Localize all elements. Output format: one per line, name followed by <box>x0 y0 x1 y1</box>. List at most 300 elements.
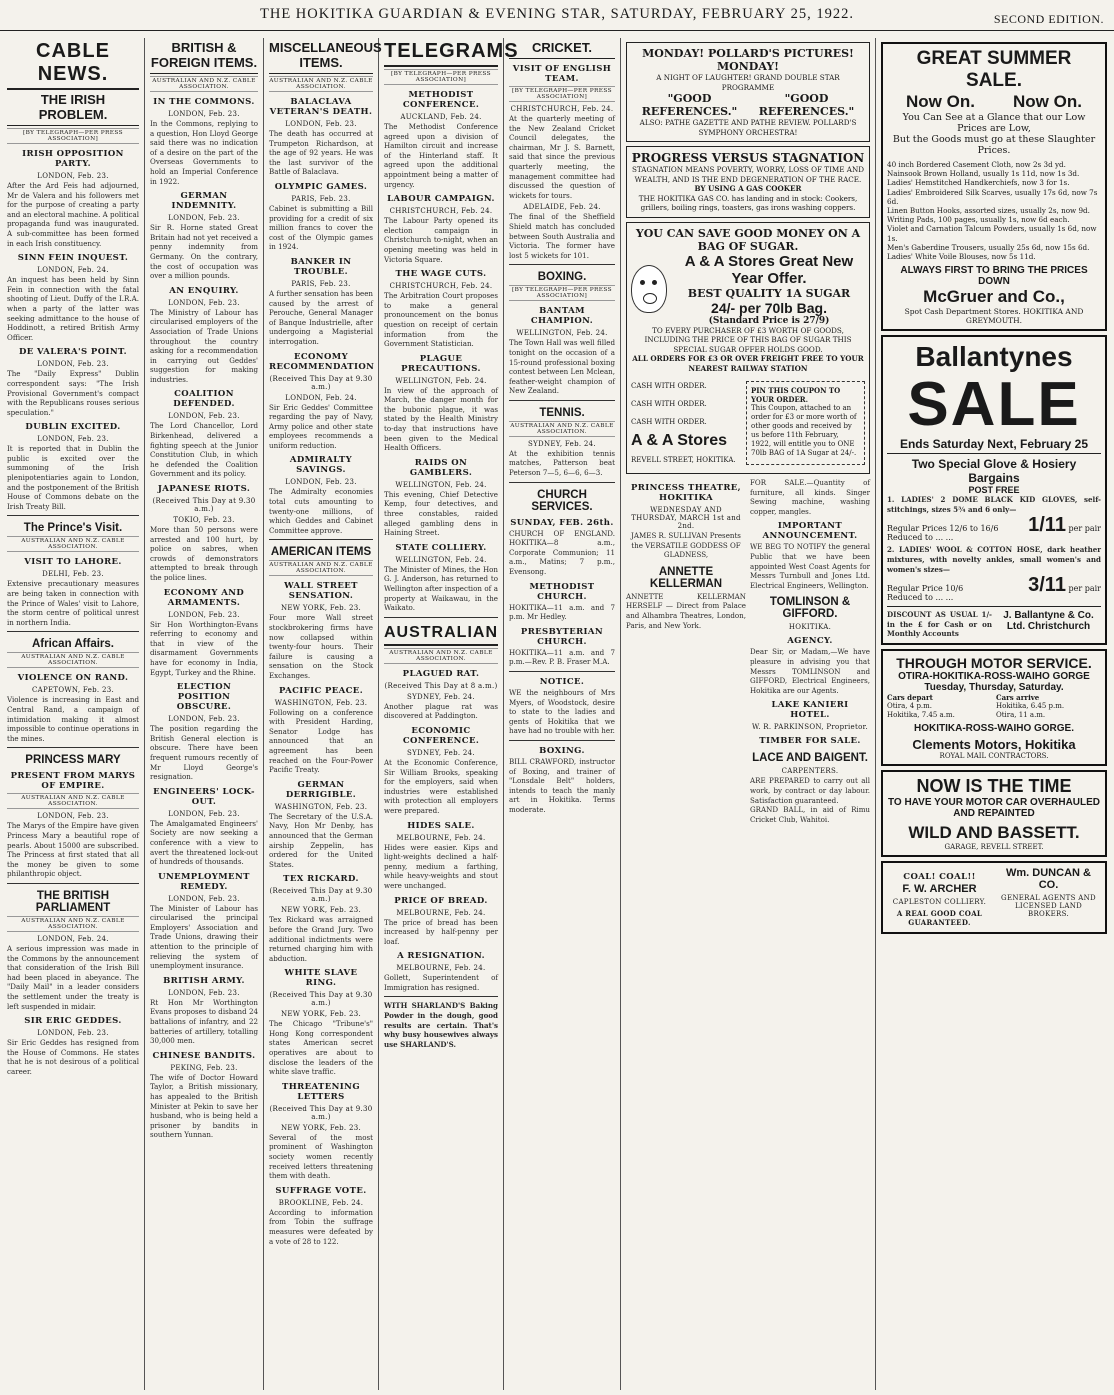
story-heading: SUNDAY, FEB. 26th. <box>510 517 614 528</box>
story-heading: BANKER IN TROUBLE. <box>290 256 352 277</box>
story-text: The "Daily Express" Dublin correspondent says: "The Irish Provisional Government's compact with the Republicans rouses serious speculation." <box>7 369 139 417</box>
wire-credit: AUSTRALIAN AND N.Z. CABLE ASSOCIATION. <box>269 78 373 90</box>
dateline: LONDON, Feb. 23. <box>168 809 240 818</box>
story-text: The Secretary of the U.S.A. Navy, Hon Mr Denby, has announced that the German airship Zeppelin, has ordered for the United States. <box>269 811 373 869</box>
timetable <box>887 693 1101 720</box>
received-note: (Received This Day at 9.30 a.m.) <box>269 887 373 904</box>
wire-credit: AUSTRALIAN AND N.Z. CABLE ASSOCIATION. <box>7 793 139 809</box>
wire-credit: AUSTRALIAN AND N.Z. CABLE ASSOCIATION. <box>7 652 139 668</box>
story-text: Cabinet is submitting a Bill providing for a credit of six million francs to cover the cost of the Olympic games in 1924. <box>269 203 373 252</box>
wire-credit: AUSTRALIAN AND N.Z. CABLE ASSOCIATION. <box>269 562 373 575</box>
service-days: Tuesday, Thursday, Saturday. <box>924 681 1064 693</box>
section-heading: CRICKET. <box>509 38 615 59</box>
ad-heading: LACE AND BAIGENT. <box>752 752 868 765</box>
ad-text: Ends Saturday Next, February 25 <box>887 437 1101 454</box>
story-heading: IN THE COMMONS. <box>153 97 255 107</box>
ad-text: You Can See at a Glance that our Low Prices are Low, <box>902 112 1086 134</box>
dateline: LONDON, Feb. 23. <box>37 435 109 444</box>
story-heading: PLAGUED RAT. <box>402 668 480 679</box>
route-name: HOKITIKA-ROSS-WAIHO GORGE. <box>914 722 1074 734</box>
story-text: The Methodist Conference agreed upon a division of Hamilton circuit and increase of the Hinterland staff. It agreed upon the additional appointment being a matter of urgency. <box>384 122 498 189</box>
dateline: WELLINGTON, Feb. 24. <box>395 480 487 489</box>
masthead <box>0 6 1114 31</box>
ad-footer <box>887 606 1101 639</box>
sub-heading: AMERICAN ITEMS <box>270 546 372 559</box>
dateline: WELLINGTON, Feb. 24. <box>395 555 487 564</box>
sub-heading: CHURCH SERVICES. <box>531 488 593 513</box>
notice-heading: NOTICE. <box>539 677 585 687</box>
dateline: WASHINGTON, Feb. 23. <box>274 802 368 811</box>
ad-heading: GREAT SUMMER SALE. <box>916 48 1072 91</box>
ad-heading: TIMBER FOR SALE. <box>759 736 861 747</box>
for-sale-text: FOR SALE.—Quantity of furniture, all kinds. Singer Sewing machine, washing copper, mangles. <box>750 478 870 516</box>
depart-row: Hokitika, 7.45 a.m. <box>887 710 955 719</box>
ad-row <box>631 377 865 469</box>
divider <box>7 515 139 516</box>
story-text: At the quarterly meeting of the New Zealand Cricket Council delegates, the chairman, Mr J. S. Barnett, said that since the previous quarterly meeting, the management committee had discussed the question of wickets for tours. <box>509 114 615 200</box>
story-heading: SUFFRAGE VOTE. <box>275 1185 367 1196</box>
story-text: The Chicago "Tribune's" Hong Kong correspondent states American secret operatives are about to disclose the leaders of the white slave traffic. <box>269 1019 373 1077</box>
a-and-a-stores-ad <box>626 222 870 475</box>
story-text: The wife of Doctor Howard Taylor, a British missionary, has appealed to the British Minister at Pekin to save her husband, who is being held a prisoner by bandits in southern Yunnan. <box>150 1072 258 1140</box>
dateline: PEKING, Feb. 23. <box>170 1063 238 1072</box>
ad-text: A NIGHT OF LAUGHTER! GRAND DOUBLE STAR PROGRAMME <box>656 73 840 92</box>
ad-text: TO HAVE YOUR MOTOR CAR OVERHAULED AND REPAINTED <box>887 796 1101 819</box>
story-text: Another plague rat was discovered at Paddington. <box>384 701 498 721</box>
story-heading: WHITE SLAVE RING. <box>284 968 358 989</box>
sub-heading: BOXING. <box>537 271 587 284</box>
story-text: A further sensation has been caused by the arrest of Perouche, General Manager of Banque Industrielle, after undergoing a Magisterial interrogation. <box>269 288 373 346</box>
ballantynes-sale-ad <box>881 335 1107 645</box>
company-name: WILD AND BASSETT. <box>908 822 1080 842</box>
sub-heading: African Affairs. <box>31 638 114 651</box>
ad-text: THE HOKITIKA GAS CO. has landing and in stock: Cookers, grillers, boiling rings, toasters, gas irons washing coppers. <box>638 193 858 212</box>
depart-column <box>887 693 992 720</box>
edition-label: SECOND EDITION. <box>993 12 1104 26</box>
column-cable-news <box>2 38 145 1390</box>
dateline: ADELAIDE, Feb. 24. <box>523 203 601 212</box>
company-name: Clements Motors, Hokitika <box>912 736 1076 752</box>
store-address: Spot Cash Department Stores. HOKITIKA AND GREYMOUTH. <box>904 307 1084 326</box>
column-british-foreign <box>145 38 264 1390</box>
story-heading: GERMAN DERRIGIBLE. <box>285 779 357 800</box>
coal-ads <box>881 861 1107 934</box>
arrive-row: Hokitika, 6.45 p.m. <box>996 701 1065 710</box>
story-text: The Labour Party opened its election campaign in Christchurch to-night, when an opening meeting was held in Victoria Square. <box>384 216 498 264</box>
sub-heading: The Prince's Visit. <box>23 522 123 535</box>
story-text: The Arbitration Court proposes to make a general pronouncement on the bonus question on receipt of certain information from the Government Statistician. <box>384 291 498 349</box>
ad-text: GENERAL AGENTS AND LICENSED LAND BROKERS. <box>1001 893 1096 918</box>
dateline: LONDON, Feb. 23. <box>168 715 240 724</box>
dateline: TOKIO, Feb. 23. <box>173 516 235 525</box>
ad-text: CASH WITH ORDER. <box>631 382 707 390</box>
ad-feature: "GOOD REFERENCES." <box>758 92 855 118</box>
story-text: The Town Hall was well filled tonight on the occasion of a 15-round professional boxing contest between Len Mclean, feather-weight champion of New Zealand. <box>509 338 615 396</box>
dateline: SYDNEY, Feb. 24. <box>407 692 475 701</box>
ad-heading: COAL! COAL!! <box>903 871 976 882</box>
ad-row <box>631 92 865 118</box>
story-heading: STATE COLLIERY. <box>395 542 487 553</box>
story-heading: ELECTION POSITION OBSCURE. <box>176 682 232 713</box>
dateline: LONDON, Feb. 24. <box>37 266 109 275</box>
ad-text: POST FREE <box>968 485 1020 496</box>
arrive-column <box>996 693 1101 720</box>
story-heading: BALACLAVA VETERAN'S DEATH. <box>269 97 373 117</box>
story-text: Following on a conference with President Harding, Senator Lodge has announced that an agreement has been reached on the Four-Power Pacific Treaty. <box>269 707 373 775</box>
story-heading: LABOUR CAMPAIGN. <box>387 194 495 205</box>
sub-heading: TENNIS. <box>539 406 585 419</box>
reduced-label: Reduced to ... ... <box>887 533 954 543</box>
dateline: LONDON, Feb. 23. <box>168 110 240 118</box>
story-text: Several of the most prominent of Washington society women recently received letters threatening them with death. <box>269 1132 373 1181</box>
story-text: It is reported that in Dublin the public is excited over the summoning of the Irish plenipotentiaries again to London, and the postponement of the British House of Commons debate on the Irish Treaty Bill. <box>7 444 139 511</box>
divider <box>384 617 498 618</box>
dateline: PARIS, Feb. 23. <box>291 279 351 288</box>
ad-heading: THROUGH MOTOR SERVICE. <box>896 654 1092 671</box>
wire-credit: AUSTRALIAN AND N.Z. CABLE ASSOCIATION. <box>7 916 139 932</box>
story-text: In view of the approach of March, the danger month for the bubonic plague, it was stated by the Health Ministry to-day that instructions have been given to the Medical Health Officers. <box>384 385 498 453</box>
story-text: Sir R. Horne stated Great Britain had not yet received a penny indemnity from Germany. On the contrary, the cost of occupation was over a million pounds. <box>150 223 258 281</box>
dateline: CAPETOWN, Feb. 23. <box>31 686 115 695</box>
notice-text: BILL CRAWFORD, instructor of Boxing, and trainer of "Lonsdale Belt" holders, intends to teach the manly art in Hokitika. Terms moderate. <box>509 756 615 814</box>
ad-heading: LAKE KANIERI HOTEL. <box>771 700 849 721</box>
bargain-price-row <box>887 574 1101 602</box>
star-name: ANNETTE KELLERMAN <box>649 565 723 590</box>
regular-price: Regular Prices 12/6 to 16/6 <box>887 524 999 534</box>
store-address: REVELL STREET, HOKITIKA. <box>631 456 736 464</box>
story-text: Rt Hon Mr Worthington Evans proposes to disband 24 battalions of infantry, and 22 batteries of artillery, totalling 30,000 men. <box>150 997 258 1046</box>
received-note: (Received This Day at 8 a.m.) <box>384 681 498 690</box>
price-unit: per pair <box>1068 524 1101 534</box>
story-text: The Lord Chancellor, Lord Birkenhead, delivered a fighting speech at the Junior Constitution Club, in which he defended the Coalition Government and its policy. <box>150 421 258 479</box>
received-note: (Received This Day at 9.30 a.m.) <box>269 374 373 391</box>
depart-row: Otira, 4 p.m. <box>887 701 933 710</box>
story-heading: ECONOMIC CONFERENCE. <box>402 725 480 746</box>
dateline: NEW YORK, Feb. 23. <box>280 906 362 915</box>
ads-row <box>626 478 870 824</box>
story-heading: SINN FEIN INQUEST. <box>17 253 129 264</box>
sale-item: Ladies' Embroidered Silk Scarves, usually 17s 6d, now 7s 6d. <box>887 187 1098 206</box>
coupon-text: This Coupon, attached to an order for £3 or more worth of other goods and received by us before 11th February, 1922, will entitle you to ONE 70lb BAG of 1A Sugar at 24/-. <box>751 404 857 457</box>
story-heading: PACIFIC PEACE. <box>278 685 364 696</box>
ad-text: ALSO: PATHE GAZETTE AND PATHE REVIEW. POLLARD'S SYMPHONY ORCHESTRA! <box>639 118 857 137</box>
story-heading: VIOLENCE ON RAND. <box>17 673 129 684</box>
ad-heading: PRINCESS THEATRE, HOKITIKA <box>630 483 742 503</box>
section-heading: CABLE NEWS. <box>7 38 139 90</box>
section-heading: TELEGRAMS <box>384 38 498 67</box>
sub-heading: THE BRITISH PARLIAMENT <box>35 889 111 914</box>
story-heading: CHINESE BANDITS. <box>152 1050 256 1061</box>
sale-item: Violet and Carnation Talcum Powders, usually 1s 6d, now 1s. <box>887 224 1097 243</box>
story-heading: COALITION DEFENDED. <box>173 389 235 410</box>
story-heading: THREATENING LETTERS <box>281 1081 360 1102</box>
sub-heading: PRINCESS MARY <box>25 754 121 767</box>
story-heading: SIR ERIC GEDDES. <box>24 1016 122 1027</box>
story-heading: RAIDS ON GAMBLERS. <box>409 457 473 478</box>
coupon-heading: PIN THIS COUPON TO YOUR ORDER. <box>751 386 841 404</box>
mcgruer-summer-sale-ad <box>881 42 1107 331</box>
story-heading: HIDES SALE. <box>407 820 475 831</box>
story-heading: BRITISH ARMY. <box>163 975 245 986</box>
pollards-pictures-ad <box>626 42 870 142</box>
route-name: OTIRA-HOKITIKA-ROSS-WAIHO GORGE <box>898 670 1090 682</box>
story-text: The Minister of Mines, the Hon G. J. Anderson, has returned to Wellington after inspection of a property at Waikawau, in the Waikato. <box>384 564 498 613</box>
notices <box>750 478 870 824</box>
story-heading: METHODIST CONFERENCE. <box>402 90 480 110</box>
story-text: Violence is increasing in East and Central Rand, a campaign of intimidation making it almost impossible to continue operations in the mines. <box>7 695 139 743</box>
wire-credit: AUSTRALIAN AND N.Z. CABLE ASSOCIATION. <box>150 76 258 92</box>
wire-credit: [BY TELEGRAPH—PER PRESS ASSOCIATION] <box>384 69 498 85</box>
divider <box>7 747 139 748</box>
story-text: HOKITIKA—11 a.m. and 7 p.m.—Rev. P. B. Fraser M.A. <box>509 647 615 667</box>
ad-text: Dear Sir, or Madam,—We have pleasure in advising you that Messrs TOMLINSON and GIFFORD, Electrical Engineers, Hokitika are our Agents. <box>750 647 870 695</box>
dateline: LONDON, Feb. 23. <box>285 478 357 487</box>
masthead-title: THE HOKITIKA GUARDIAN & EVENING STAR, SATURDAY, FEBRUARY 25, 1922. <box>260 6 854 22</box>
divider <box>509 671 615 672</box>
sale-item: Ladies' White Voile Blouses, now 5s 11d. <box>887 252 1036 262</box>
divider <box>269 539 373 540</box>
ad-feature: "GOOD REFERENCES." <box>641 92 738 118</box>
story-text: After the Ard Feis had adjourned, Mr de Valera and his followers met for the purpose of creating a party and an electoral machine. A political propaganda fund was inaugurated. A sub-committee has been formed in each Irish constituency. <box>7 181 139 248</box>
sale-price <box>1028 514 1101 537</box>
story-text: This evening, Chief Detective Kemp, four detectives, and three constables, raided alleged gambling dens in Haining Street. <box>384 489 498 538</box>
motor-service-ad <box>881 649 1107 766</box>
coal-ad <box>887 867 992 928</box>
company-name: Wm. DUNCAN & CO. <box>1006 866 1091 891</box>
story-heading: TEX RICKARD. <box>283 874 359 885</box>
story-text: An inquest has been held by Sinn Fein in connection with the fatal shooting of Lieut. Duffy of the I.R.A. when a party of the latter was seeking admittance to the house of Hoddinott, a retired British Army Officer. <box>7 275 139 342</box>
theatre-ad <box>626 478 746 824</box>
sale-item: Ladies' Hemstitched Handkerchiefs, now 3 for 1s. <box>887 178 1070 188</box>
ad-heading: MONDAY! POLLARD'S PICTURES! MONDAY! <box>642 47 854 73</box>
company-name: F. W. ARCHER <box>902 882 977 895</box>
ad-text: ALL ORDERS FOR £3 OR OVER FREIGHT FREE TO YOUR NEAREST RAILWAY STATION <box>632 354 864 373</box>
received-note: (Received This Day at 9.30 a.m.) <box>152 497 256 514</box>
divider <box>384 996 498 997</box>
divider <box>7 883 139 884</box>
discount-note: DISCOUNT AS USUAL 1/- in the £ for Cash or on Monthly Accounts <box>887 610 992 639</box>
dateline: AUCKLAND, Feb. 24. <box>400 113 482 121</box>
dateline: LONDON, Feb. 23. <box>37 172 109 180</box>
dateline: BROOKLINE, Feb. 24. <box>278 1198 364 1207</box>
dateline: SYDNEY, Feb. 24. <box>528 439 596 448</box>
ad-callout: Now On. <box>1013 92 1082 111</box>
ad-text: WE BEG TO NOTIFY the general Public that we have been appointed West Coast Agents for Messrs Turnbull and Jones Ltd. Electrical Engineers, Wellington. <box>750 542 870 590</box>
dateline: WASHINGTON, Feb. 23. <box>274 698 368 707</box>
ad-price: 24/- per 70lb Bag. <box>711 299 827 316</box>
dateline: MELBOURNE, Feb. 24. <box>396 908 486 917</box>
section-heading: BRITISH & FOREIGN ITEMS. <box>150 38 258 74</box>
story-heading: VISIT TO LAHORE. <box>24 557 122 568</box>
ad-text: CARPENTERS. <box>781 767 839 776</box>
story-heading: BANTAM CHAMPION. <box>530 306 594 327</box>
price-labels <box>887 524 998 542</box>
story-text: Hides were easier. Kips and light-weights declined a half-penny, medium a farthing, while heavy-weights and stout were unchanged. <box>384 842 498 890</box>
dateline: CHRISTCHURCH, Feb. 24. <box>510 105 614 113</box>
dateline: LONDON, Feb. 24. <box>285 393 357 402</box>
dateline: LONDON, Feb. 23. <box>285 120 357 128</box>
sale-item: Writing Pads, 100 pages, usually 1s, now 6d each. <box>887 215 1070 225</box>
ad-text: A REAL GOOD COAL GUARANTEED. <box>896 908 983 927</box>
dateline: SYDNEY, Feb. 24. <box>407 748 475 757</box>
regular-price: Regular Price 10/6 <box>887 584 964 594</box>
story-heading: AN ENQUIRY. <box>169 285 239 296</box>
wire-credit: [BY TELEGRAPH—PER PRESS ASSOCIATION] <box>7 128 139 144</box>
column-header: Cars depart <box>887 692 933 702</box>
story-heading: THE WAGE CUTS. <box>395 269 487 280</box>
dateline: MELBOURNE, Feb. 24. <box>396 833 486 842</box>
sale-item: Nainsook Brown Holland, usually 1s 11d, now 1s 3d. <box>887 169 1080 179</box>
sale-banner: SALE <box>907 370 1081 440</box>
dateline: CHRISTCHURCH, Feb. 24. <box>389 207 493 216</box>
ad-text: CASH WITH ORDER. <box>631 400 707 408</box>
ad-heading: Two Special Glove & Hosiery Bargains <box>911 457 1077 486</box>
story-text: Four more Wall street stockbrokering firms have now collapsed within twenty-four hours. Their failure is causing a sensation on the Stock Exchanges. <box>269 613 373 680</box>
ad-text: TO EVERY PURCHASER OF £3 WORTH OF GOODS, INCLUDING THE PRICE OF THIS BAG OF SUGAR THIS SPECIAL SUGAR OFFER HOLDS GOOD. <box>644 325 852 354</box>
ad-text: (Standard Price is 27/9) <box>708 315 830 326</box>
ad-heading: AGENCY. <box>787 636 833 647</box>
ad-text: HOKITIKA. <box>788 623 832 632</box>
ad-row <box>887 92 1101 112</box>
wire-credit: AUSTRALIAN AND N.Z. CABLE ASSOCIATION. <box>7 536 139 552</box>
story-heading: PRICE OF BREAD. <box>394 895 488 906</box>
story-text: A serious impression was made in the Commons by the announcement that consideration of the Irish Bill had been placed in abeyance. The "Daily Mail" in a leader considers the settlement under the treaty is left suspended in midair. <box>7 943 139 1011</box>
column-sport <box>504 38 621 1390</box>
ad-text: CASH WITH ORDER. <box>631 418 707 426</box>
ad-heading: IMPORTANT ANNOUNCEMENT. <box>762 521 858 542</box>
ad-offer <box>673 253 865 326</box>
ad-text: CAPLESTON COLLIERY. <box>892 897 987 906</box>
reduced-label: Reduced to ... ... <box>887 593 954 603</box>
ad-callout: Now On. <box>906 92 975 111</box>
divider <box>509 482 615 483</box>
sale-item: Linen Button Hooks, assorted sizes, usually 2s, now 9d. <box>887 206 1090 216</box>
story-heading: PLAGUE PRECAUTIONS. <box>401 353 481 374</box>
story-heading: IRISH OPPOSITION PARTY. <box>22 149 124 169</box>
arrive-row: Otira, 11 a.m. <box>996 710 1046 719</box>
dateline: LONDON, Feb. 23. <box>37 360 109 369</box>
dateline: LONDON, Feb. 23. <box>168 988 240 997</box>
store-name: Ballantynes <box>915 341 1073 373</box>
dateline: CHRISTCHURCH, Feb. 24. <box>389 282 493 291</box>
store-name: A & A Stores <box>631 432 728 449</box>
story-heading: A RESIGNATION. <box>397 951 485 962</box>
dateline: NEW YORK, Feb. 23. <box>280 1010 362 1019</box>
dateline: WELLINGTON, Feb. 24. <box>516 329 608 338</box>
story-heading: ECONOMY AND ARMAMENTS. <box>163 587 245 608</box>
ad-row <box>631 253 865 326</box>
dateline: LONDON, Feb. 23. <box>168 412 240 421</box>
dateline: LONDON, Feb. 23. <box>168 298 240 307</box>
story-heading: OLYMPIC GAMES. <box>274 181 368 192</box>
dateline: LONDON, Feb. 23. <box>168 214 240 223</box>
story-text: CHURCH OF ENGLAND. HOKITIKA—8 a.m., Corporate Communion; 11 a.m., Matins; 7 p.m., Evensong. <box>509 528 615 577</box>
story-heading: JAPANESE RIOTS. <box>157 484 251 495</box>
order-coupon[interactable] <box>746 381 865 465</box>
price-unit: per pair <box>1068 584 1101 594</box>
divider <box>7 631 139 632</box>
wire-credit: AUSTRALIAN AND N.Z. CABLE ASSOCIATION. <box>510 422 614 435</box>
story-text: Sir Eric Geddes has resigned from the House of Commons. He states that he is not desirous of a political career. <box>7 1038 139 1076</box>
section-heading: MISCELLANEOUS ITEMS. <box>269 38 373 74</box>
story-text: Sir Eric Geddes' Committee regarding the pay of Navy, Army police and other state employees recommends a uniform reduction. <box>269 402 373 450</box>
story-text: Tex Rickard was arraigned before the Grand Jury. Two additional indictments were returned charging him with abduction. <box>269 915 373 963</box>
divider <box>509 400 615 401</box>
price-value: 3/11 <box>1028 574 1066 597</box>
ad-text: ROYAL MAIL CONTRACTORS. <box>939 751 1049 760</box>
story-text: The Admiralty economies total cuts amounting to twenty-one millions, of which Geddes and Cabinet Committee approve. <box>269 487 373 535</box>
story-text: Extensive precautionary measures are being taken in connection with the Prince of Wales' visit to Lahore, the storm centre of political unrest in northern India. <box>7 579 139 627</box>
cash-lines <box>631 377 740 469</box>
story-text: The position regarding the British General election is obscure. There have been frequent rumours recently of Mr Lloyd George's resignation. <box>150 724 258 782</box>
story-text: The Marys of the Empire have given Princess Mary a beautiful rope of pearls. About 15000 are subscribed. The Princess at first stated that all the money be given to some philanthropic object. <box>7 821 139 879</box>
story-text: The Minister of Labour has circularised the principal Employers' Association and Trade Unions, drawing their attention to the principle of relieving the system of unemployment insurance. <box>150 903 258 971</box>
story-text: The price of bread has been increased by half-penny per loaf. <box>384 917 498 946</box>
story-heading: METHODIST CHURCH. <box>529 581 595 602</box>
laughing-face-icon <box>631 265 667 313</box>
ad-text: ALWAYS FIRST TO BRING THE PRICES DOWN <box>900 265 1088 288</box>
story-text: According to information from Tobin the suffrage measures were defeated by a vote of 28 to 122. <box>269 1207 373 1246</box>
ad-text: But the Goods must go at these Slaughter Prices. <box>892 134 1096 156</box>
ad-heading: TOMLINSON & GIFFORD. <box>769 596 851 621</box>
story-heading: WALL STREET SENSATION. <box>284 581 358 602</box>
column-telegrams <box>379 38 519 1390</box>
dateline: NEW YORK, Feb. 23. <box>280 604 362 613</box>
ad-text: STAGNATION MEANS POVERTY, WORRY, LOSS OF TIME AND WEALTH, AND IS THE END DEGENERATION OF THE RACE. <box>631 165 865 184</box>
ad-text: W. R. PARKINSON, Proprietor. <box>751 723 869 732</box>
story-heading: GERMAN INDEMNITY. <box>171 191 237 212</box>
price-value: 1/11 <box>1028 514 1066 537</box>
story-text: At the exhibition tennis matches, Patterson beat Peterson 7—5, 6—6, 6—3. <box>509 448 615 478</box>
story-heading: DE VALERA'S POINT. <box>18 347 128 358</box>
story-heading: ENGINEERS' LOCK-OUT. <box>153 786 255 807</box>
wire-credit: [BY TELEGRAPH—PER PRESS ASSOCIATION] <box>509 285 615 301</box>
ad-text: ARE PREPARED to carry out all work, by contract or day labour. Satisfaction guaranteed. <box>750 776 870 805</box>
sale-item-list <box>887 160 1101 261</box>
ad-text: BEST QUALITY 1A SUGAR <box>687 286 851 300</box>
bargain-title: 2. LADIES' WOOL & COTTON HOSE, dark heather mixtures, with novelty ankles, small women's and women's sizes— <box>887 545 1101 574</box>
dateline: DELHI, Feb. 23. <box>42 570 104 579</box>
dateline: MELBOURNE, Feb. 24. <box>396 964 486 973</box>
story-text: More than 50 persons were arrested and 100 hurt, by police on sabres, when crowds of demonstrators attempted to break through the police lines. <box>150 525 258 582</box>
story-heading: PRESBYTERIAN CHURCH. <box>520 626 604 647</box>
ad-heading: NOW IS THE TIME <box>916 775 1072 796</box>
story-text: The final of the Sheffield Shield match has concluded between South Australia and Victoria. The former have lost 5 wickets for 101. <box>509 212 615 260</box>
dateline: PARIS, Feb. 23. <box>291 194 351 203</box>
column-sale-ads <box>876 38 1112 1390</box>
notice-heading: BOXING. <box>539 745 585 756</box>
dateline: NEW YORK, Feb. 23. <box>280 1123 362 1132</box>
column-header: Cars arrive <box>996 692 1040 702</box>
ad-text: ANNETTE KELLERMAN HERSELF — Direct from Palace and Alhambra Theatres, London, Paris, and New York. <box>626 591 746 630</box>
ad-text: JAMES R. SULLIVAN Presents the VERSATILE GODDESS OF GLADNESS, <box>631 531 741 560</box>
sub-heading: VISIT OF ENGLISH TEAM. <box>512 64 612 84</box>
wire-credit: AUSTRALIAN AND N.Z. CABLE ASSOCIATION. <box>384 648 498 664</box>
dateline: LONDON, Feb. 23. <box>37 1029 109 1038</box>
motor-overhaul-ad <box>881 770 1107 857</box>
store-name: J. Ballantyne & Co. Ltd. Christchurch <box>1003 610 1094 633</box>
notice-text: WE the neighbours of Mrs Myers, of Woodstock, desire to state to the ladies and gents of Hokitika that we have had no trouble with her. <box>509 688 615 736</box>
story-text: The Ministry of Labour has circularised employers of the Association of Trade Unions throughout the country asking for a recommendation in carrying out Geddes' suggestion for making industries. <box>150 307 258 384</box>
divider <box>509 740 615 741</box>
story-heading: DUBLIN EXCITED. <box>25 422 121 433</box>
sharlands-ad: WITH SHARLAND'S Baking Powder in the dough, good results are certain. That's why busy housewives always use SHARLAND'S. <box>384 1001 498 1049</box>
sale-price <box>1028 574 1101 597</box>
dateline: WELLINGTON, Feb. 24. <box>395 376 487 385</box>
dateline: LONDON, Feb. 23. <box>168 610 240 619</box>
story-heading: UNEMPLOYMENT REMEDY. <box>158 871 250 892</box>
ad-text: GARAGE, REVELL STREET. <box>944 842 1044 851</box>
